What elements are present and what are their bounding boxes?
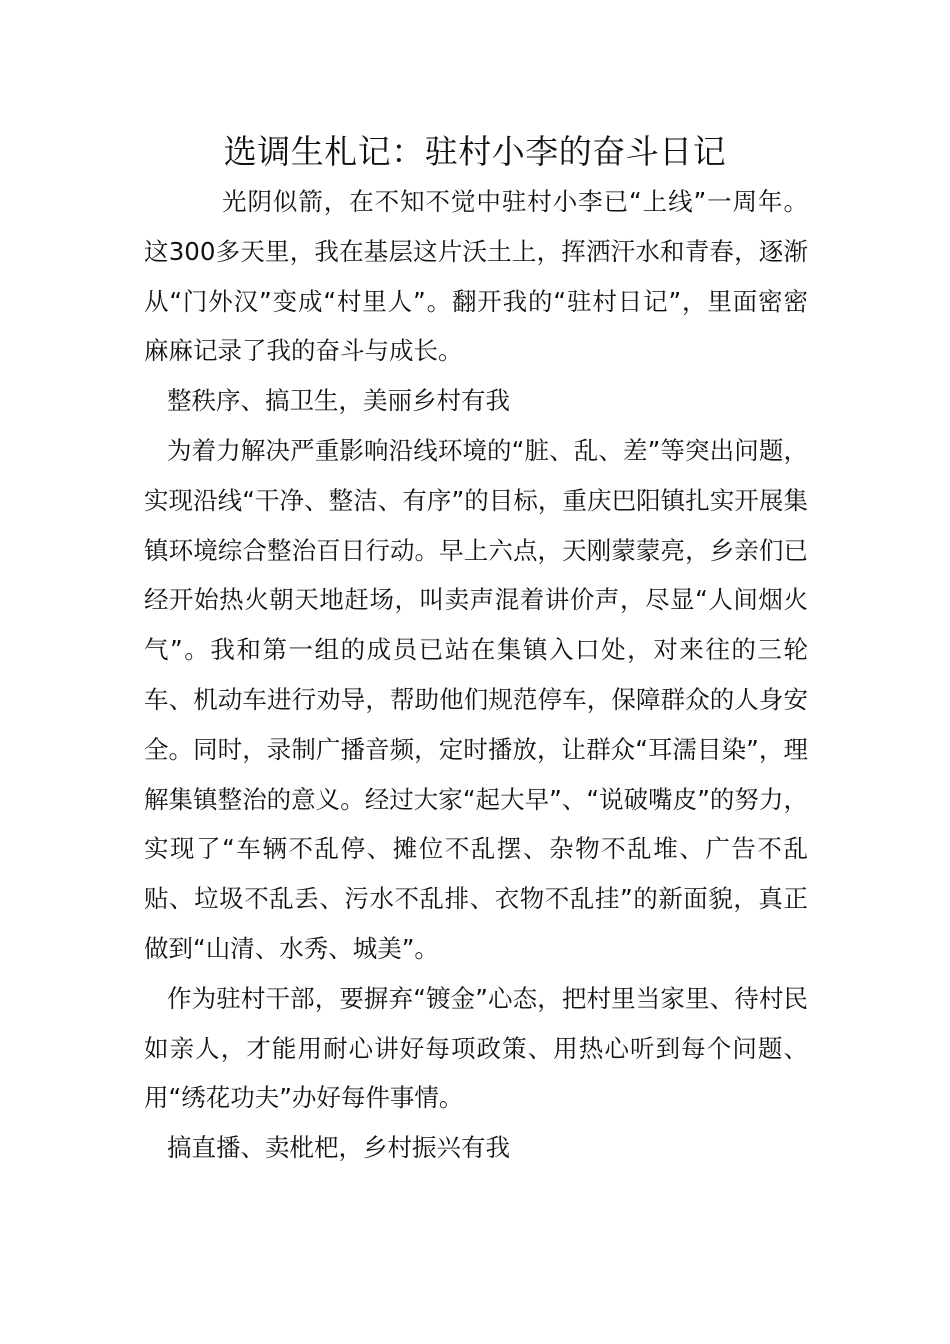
paragraph-intro: 光阴似箭，在不知不觉中驻村小李已“上线”一周年。这300多天里，我在基层这片沃土上，挥洒汗水和青春，逐渐从“门外汉”变成“村里人”。翻开我的“驻村日记”，里面密密麻麻记录了我的奋斗与成长。 [144,187,808,366]
section-heading-order-sanitation: 整秩序、搞卫生，美丽乡村有我 [167,386,510,416]
paragraph-town-cleanup: 为着力解决严重影响沿线环境的“脏、乱、差”等突出问题，实现沿线“干净、整洁、有序”的目标，重庆巴阳镇扎实开展集镇环境综合整治百日行动。早上六点，天刚蒙蒙亮，乡亲们已经开始热火朝天地赶场，叫卖声混着讲价声，尽显“人间烟火气”。我和第一组的成员已站在集镇入口处，对来往的三轮车、机动车进行劝导，帮助他们规范停车，保障群众的人身安全。同时，录制广播音频，定时播放，让群众“耳濡目染”，理解集镇整治的意义。经过大家“起大早”、“说破嘴皮”的努力，实现了“车辆不乱停、摊位不乱摆、杂物不乱堆、广告不乱贴、垃圾不乱丢、污水不乱排、衣物不乱挂”的新面貌，真正做到“山清、水秀、城美”。 [144,435,808,963]
document-body [144,177,808,1173]
document-title: 选调生札记：驻村小李的奋斗日记 [223,132,727,171]
section-heading-livestream-loquat: 搞直播、卖枇杷，乡村振兴有我 [167,1133,510,1163]
paragraph-village-cadre: 作为驻村干部，要摒弃“镀金”心态，把村里当家里、待村民如亲人，才能用耐心讲好每项政策、用热心听到每个问题、用“绣花功夫”办好每件事情。 [144,983,808,1113]
